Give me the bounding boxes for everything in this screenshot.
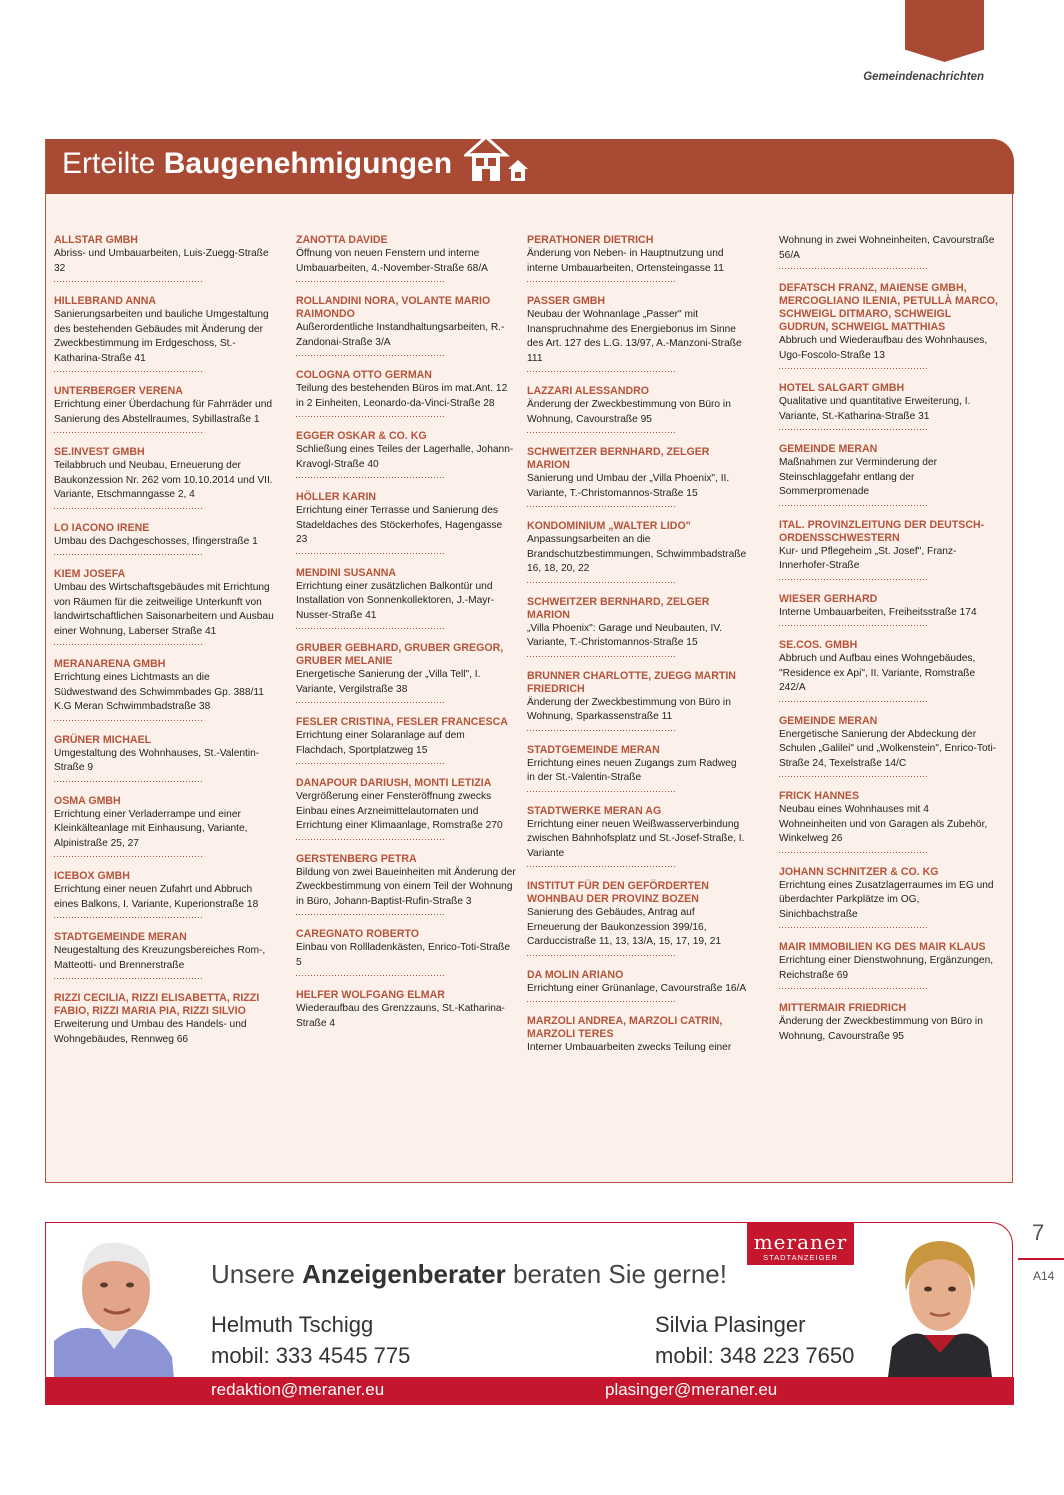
permit-entry bbox=[527, 1015, 747, 1056]
permit-description: Errichtung eines Lichtmasts an die Südwestwand des Schwimmbades Gp. 388/11 K.G Meran Schwimmbadstraße 38 bbox=[54, 672, 264, 712]
dotted-separator bbox=[527, 1001, 675, 1002]
contact-silvia bbox=[655, 1309, 854, 1371]
dotted-separator bbox=[54, 281, 202, 282]
permit-holder: FRICK HANNES bbox=[779, 790, 860, 802]
dotted-separator bbox=[296, 702, 444, 703]
permit-holder: HILLEBRAND ANNA bbox=[54, 295, 157, 307]
permit-description: Errichtung eines Zusatzlagerraumes im EG und überdachter Parkplätze im OG, Sinichbachstraße bbox=[779, 879, 994, 920]
permit-entry bbox=[296, 491, 516, 554]
permit-description: Änderung der Zweckbestimmung von Büro in Wohnung, Sparkassenstraße 11 bbox=[527, 696, 731, 722]
permit-holder: ALLSTAR GMBH bbox=[54, 234, 138, 246]
permit-entry bbox=[54, 658, 274, 721]
permit-holder: PASSER GMBH bbox=[527, 295, 606, 307]
contact-phone: mobil: 333 4545 775 bbox=[211, 1343, 411, 1368]
permit-description: Einbau von Rollladenkästen, Enrico-Toti-Straße 5 bbox=[296, 942, 511, 968]
permit-entry bbox=[54, 295, 274, 372]
permit-holder: EGGER OSKAR & CO. KG bbox=[296, 430, 427, 442]
dotted-separator bbox=[54, 917, 202, 918]
permit-entry bbox=[527, 880, 747, 956]
permit-holder: JOHANN SCHNITZER & CO. KG bbox=[779, 865, 939, 878]
permit-description: Schließung eines Teiles der Lagerhalle, Johann-Kravogl-Straße 40 bbox=[296, 444, 514, 470]
permit-entry bbox=[779, 443, 999, 506]
dotted-separator bbox=[779, 701, 927, 702]
permit-holder: KIEM JOSEFA bbox=[54, 568, 126, 580]
permit-description: Änderung der Zweckbestimmung von Büro in Wohnung, Cavourstraße 95 bbox=[779, 1016, 983, 1042]
permit-holder: STADTGEMEINDE MERAN bbox=[527, 743, 660, 756]
permit-description: Errichtung einer Dienstwohnung, Ergänzungen, Reichstraße 69 bbox=[779, 955, 994, 981]
dotted-separator bbox=[296, 975, 444, 976]
page-number: 7 bbox=[1032, 1220, 1045, 1245]
permit-description: Umbau des Wirtschaftsgebäudes mit Errichtung von Räumen für die zeitweilige Unterkunft von landwirtschaftlichen Saisonarbeitern und Ausbau einer Wohnung, Laberser Straße 41 bbox=[54, 582, 274, 637]
photo-silvia-plasinger bbox=[884, 1229, 996, 1377]
permit-holder: ITAL. PROVINZLEITUNG DER DEUTSCH-ORDENSSCHWESTERN bbox=[779, 518, 985, 544]
permit-entry bbox=[54, 568, 274, 645]
permit-entry bbox=[527, 446, 747, 507]
ad-title-bold: Anzeigenberater bbox=[302, 1259, 506, 1289]
dotted-separator bbox=[527, 371, 675, 372]
permit-description: Errichtung einer Solaranlage auf dem Flachdach, Sportplatzweg 15 bbox=[296, 730, 465, 756]
permit-entry bbox=[779, 866, 999, 929]
dotted-separator bbox=[54, 554, 202, 555]
permit-description: Außerordentliche Instandhaltungsarbeiten, R.-Zandonai-Straße 3/A bbox=[296, 322, 505, 348]
dotted-separator bbox=[779, 579, 927, 580]
permit-holder: HELFER WOLFGANG ELMAR bbox=[296, 989, 445, 1001]
permit-description: Sanierung und Umbau der „Villa Phoenix", II. Variante, T.-Christomannos-Straße 15 bbox=[527, 473, 730, 499]
permit-description: Erweiterung und Umbau des Handels- und Wohngebäudes, Rennweg 66 bbox=[54, 1019, 247, 1045]
permit-description: Teilabbruch und Neubau, Erneuerung der Baukonzession Nr. 262 vom 10.10.2014 und VII. Variante, Etschmanngasse 2, 4 bbox=[54, 460, 273, 500]
dotted-separator bbox=[779, 368, 927, 369]
permit-entry bbox=[527, 969, 747, 1003]
permit-holder: STADTWERKE MERAN AG bbox=[527, 804, 662, 817]
ad-email-bar bbox=[46, 1377, 1014, 1405]
permit-holder: SCHWEITZER BERNHARD, ZELGER MARION bbox=[527, 446, 710, 471]
permit-description: Neugestaltung des Kreuzungsbereiches Rom-, Matteotti- und Brennerstraße bbox=[54, 945, 266, 971]
permit-entry bbox=[527, 520, 747, 583]
permit-holder: GEMEINDE MERAN bbox=[779, 714, 878, 727]
permit-description: Errichtung einer Grünanlage, Cavourstraße 16/A bbox=[527, 982, 747, 994]
ad-title-pre: Unsere bbox=[211, 1259, 295, 1289]
dotted-separator bbox=[527, 281, 675, 282]
permit-entry bbox=[54, 734, 274, 782]
dotted-separator bbox=[296, 553, 444, 554]
dotted-separator bbox=[779, 776, 927, 777]
permit-entry bbox=[527, 234, 747, 282]
permit-description: Qualitative und quantitative Erweiterung, I. Variante, St.-Katharina-Straße 31 bbox=[779, 396, 971, 422]
permit-holder: GERSTENBERG PETRA bbox=[296, 852, 417, 865]
panel-title bbox=[62, 147, 452, 181]
permit-holder: ICEBOX GMBH bbox=[54, 870, 130, 882]
permit-entry bbox=[54, 446, 274, 509]
permit-description: Wiederaufbau des Grenzzauns, St.-Katharina-Straße 4 bbox=[296, 1003, 505, 1029]
permit-entry bbox=[779, 519, 999, 580]
permit-description: Kur- und Pflegeheim „St. Josef", Franz-Innerhofer-Straße bbox=[779, 545, 957, 571]
permit-description: Umgestaltung des Wohnhauses, St.-Valentin-Straße 9 bbox=[54, 747, 260, 773]
section-label: Gemeindenachrichten bbox=[863, 71, 984, 83]
dotted-separator bbox=[779, 268, 927, 269]
permit-entry bbox=[54, 234, 274, 282]
permit-entry bbox=[296, 777, 516, 840]
dotted-separator bbox=[296, 914, 444, 915]
dotted-separator bbox=[296, 416, 444, 417]
meraner-logo bbox=[747, 1223, 854, 1265]
permit-holder: SE.COS. GMBH bbox=[779, 639, 858, 651]
permit-holder: DEFATSCH FRANZ, MAIENSE GMBH, MERCOGLIANO ILENIA, PETULLÀ MARCO, SCHWEIGL DITMARO, SCHWEIGL GUDRUN, SCHWEIGL MATTHIAS bbox=[779, 282, 998, 333]
permit-holder: SE.INVEST GMBH bbox=[54, 446, 145, 458]
permit-description: Bildung von zwei Baueinheiten mit Änderung der Zweckbestimmung von einem Teil der Wohnung in Büro, Johann-Baptist-Rufin-Straße 3 bbox=[296, 866, 516, 907]
permit-description: Abbruch und Aufbau eines Wohngebäudes, "Residence ex Api", II. Variante, Romstraße 242/A bbox=[779, 653, 976, 693]
column-3 bbox=[527, 234, 747, 1069]
permit-holder: GRÜNER MICHAEL bbox=[54, 733, 152, 746]
permit-holder: LO IACONO IRENE bbox=[54, 521, 150, 534]
permit-holder: CAREGNATO ROBERTO bbox=[296, 928, 420, 940]
permit-entry bbox=[296, 642, 516, 703]
dotted-separator bbox=[527, 866, 675, 867]
column-4 bbox=[779, 234, 999, 1057]
permit-description: Errichtung einer Terrasse und Sanierung des Stadeldaches des Stöckerhofes, Hagengasse 23 bbox=[296, 505, 503, 545]
permit-description: Anpassungsarbeiten an die Brandschutzbestimmungen, Schwimmbadstraße 16, 18, 20, 22 bbox=[527, 534, 747, 574]
permit-description: Errichtung einer Verladerrampe und einer Kleinkälteanlage mit Einhausung, Variante, Alpinistraße 25, 27 bbox=[54, 808, 248, 849]
permit-holder: BRUNNER CHARLOTTE, ZUEGG MARTIN FRIEDRICH bbox=[527, 669, 736, 695]
permit-description: Abbruch und Wiederaufbau des Wohnhauses, Ugo-Foscolo-Straße 13 bbox=[779, 335, 988, 361]
permit-entry bbox=[779, 282, 999, 369]
title-light: Erteilte bbox=[62, 147, 156, 180]
permit-holder: SCHWEITZER BERNHARD, ZELGER MARION bbox=[527, 595, 710, 621]
permit-holder: MARZOLI ANDREA, MARZOLI CATRIN, MARZOLI TERES bbox=[527, 1015, 723, 1040]
permit-entry bbox=[527, 670, 747, 731]
photo-helmuth-tschigg bbox=[54, 1229, 174, 1379]
dotted-separator bbox=[54, 371, 202, 372]
dotted-separator bbox=[527, 791, 675, 792]
permit-holder: MAIR IMMOBILIEN KG DES MAIR KLAUS bbox=[779, 941, 986, 953]
permit-holder: ZANOTTA DAVIDE bbox=[296, 234, 388, 246]
permit-entry bbox=[54, 522, 274, 556]
permit-entry bbox=[527, 385, 747, 433]
dotted-separator bbox=[779, 429, 927, 430]
permit-entry bbox=[54, 931, 274, 979]
permit-holder: DANAPOUR DARIUSH, MONTI LETIZIA bbox=[296, 777, 492, 789]
page-code: A14 bbox=[1033, 1269, 1055, 1283]
dotted-separator bbox=[296, 477, 444, 478]
email-link-redaktion[interactable]: redaktion@meraner.eu bbox=[211, 1380, 385, 1399]
permit-description: Interner Umbauarbeiten zwecks Teilung einer bbox=[527, 1042, 732, 1053]
permit-description: Neubau eines Wohnhauses mit 4 Wohneinheiten und von Garagen als Zubehör, Winkelweg 26 bbox=[779, 804, 988, 844]
houses-icon bbox=[464, 133, 532, 185]
dotted-separator bbox=[54, 720, 202, 721]
permit-entry bbox=[296, 430, 516, 478]
permit-entry bbox=[296, 928, 516, 976]
dotted-separator bbox=[527, 432, 675, 433]
dotted-separator bbox=[779, 988, 927, 989]
permit-holder: RIZZI CECILIA, RIZZI ELISABETTA, RIZZI FABIO, RIZZI MARIA PIA, RIZZI SILVIO bbox=[54, 992, 260, 1017]
permit-entry bbox=[54, 870, 274, 918]
dotted-separator bbox=[54, 781, 202, 782]
permit-holder: FESLER CRISTINA, FESLER FRANCESCA bbox=[296, 716, 508, 728]
permit-description: Energetische Sanierung der „Villa Tell", I. Variante, Vergilstraße 38 bbox=[296, 669, 481, 695]
permit-holder: MENDINI SUSANNA bbox=[296, 566, 397, 579]
column-1 bbox=[54, 234, 274, 1060]
permit-description: Umbau des Dachgeschosses, Ifingerstraße 1 bbox=[54, 535, 258, 547]
permit-holder: WIESER GERHARD bbox=[779, 592, 878, 605]
permit-holder: ROLLANDINI NORA, VOLANTE MARIO RAIMONDO bbox=[296, 295, 491, 320]
dotted-separator bbox=[54, 978, 202, 979]
permit-description: Änderung der Zweckbestimmung von Büro in Wohnung, Cavourstraße 95 bbox=[527, 399, 731, 425]
permits-panel bbox=[45, 139, 1013, 1183]
dotted-separator bbox=[296, 281, 444, 282]
logo-main: meraner bbox=[753, 1230, 848, 1254]
permit-description: Interne Umbauarbeiten, Freiheitsstraße 174 bbox=[779, 606, 977, 618]
permit-entry bbox=[54, 385, 274, 433]
permit-entry bbox=[54, 992, 274, 1047]
permit-entry bbox=[296, 295, 516, 356]
dotted-separator bbox=[54, 644, 202, 645]
permit-holder: COLOGNA OTTO GERMAN bbox=[296, 369, 432, 381]
permit-entry bbox=[779, 382, 999, 430]
dotted-separator bbox=[54, 856, 202, 857]
permit-holder: HÖLLER KARIN bbox=[296, 491, 377, 503]
permit-entry bbox=[779, 639, 999, 702]
dotted-separator bbox=[527, 582, 675, 583]
permit-description: Abriss- und Umbauarbeiten, Luis-Zuegg-Straße 32 bbox=[54, 248, 269, 274]
permit-description: Energetische Sanierung der Abdeckung der Schulen „Galilei" und „Wolkenstein", Enrico-Toti-Straße 24, Texelstraße 14/C bbox=[779, 728, 997, 769]
permit-entry bbox=[296, 567, 516, 630]
permit-entry bbox=[54, 795, 274, 858]
permit-entry bbox=[296, 234, 516, 282]
permit-entry bbox=[527, 596, 747, 657]
permit-description: Neubau der Wohnanlage „Passer" mit Inanspruchnahme des Energiebonus im Sinne des Art. 127 des L.G. 13/97, A.-Manzoni-Straße 111 bbox=[527, 309, 742, 364]
dotted-separator bbox=[779, 852, 927, 853]
permit-description: Sanierungsarbeiten und bauliche Umgestaltung des bestehenden Gebäudes mit Änderung der Zweckbestimmung im Erdgeschoss, St.-Katharina-Straße 41 bbox=[54, 309, 269, 364]
permit-holder: GRUBER GEBHARD, GRUBER GREGOR, GRUBER MELANIE bbox=[296, 642, 504, 667]
permit-description: Teilung des bestehenden Büros im mat.Ant. 12 in 2 Einheiten, Leonardo-da-Vinci-Straße 28 bbox=[296, 383, 508, 409]
dotted-separator bbox=[296, 839, 444, 840]
permit-description: Öffnung von neuen Fenstern und interne Umbauarbeiten, 4.-November-Straße 68/A bbox=[296, 248, 488, 274]
page-divider bbox=[1018, 1258, 1064, 1260]
dotted-separator bbox=[779, 505, 927, 506]
permit-description: Sanierung des Gebäudes, Antrag auf Erneuerung der Baukonzession 399/16, Carduccistraße 11, 13, 13/A, 15, 17, 19, 21 bbox=[527, 907, 722, 947]
permit-holder: UNTERBERGER VERENA bbox=[54, 385, 183, 397]
permit-entry bbox=[779, 715, 999, 778]
dotted-separator bbox=[527, 506, 675, 507]
permit-entry bbox=[527, 295, 747, 372]
permit-holder: STADTGEMEINDE MERAN bbox=[54, 931, 187, 943]
title-bold: Baugenehmigungen bbox=[163, 147, 453, 180]
logo-sub: STADTANZEIGER bbox=[763, 1253, 838, 1262]
permit-entry bbox=[527, 805, 747, 868]
permit-holder: LAZZARI ALESSANDRO bbox=[527, 385, 650, 397]
permit-holder: MERANARENA GMBH bbox=[54, 658, 166, 670]
ad-title-post: beraten Sie gerne! bbox=[513, 1259, 727, 1289]
panel-header bbox=[46, 139, 1014, 194]
dotted-separator bbox=[296, 763, 444, 764]
permit-entry bbox=[779, 593, 999, 627]
permit-entry bbox=[779, 1002, 999, 1044]
dotted-separator bbox=[296, 355, 444, 356]
permit-description: Errichtung einer neuen Zufahrt und Abbruch eines Balkons, I. Variante, Kuperionstraße 18 bbox=[54, 884, 259, 910]
corner-tab bbox=[905, 0, 984, 62]
permit-holder: OSMA GMBH bbox=[54, 794, 121, 807]
column-2 bbox=[296, 234, 516, 1044]
email-link-plasinger[interactable]: plasinger@meraner.eu bbox=[605, 1380, 778, 1399]
permit-holder: DA MOLIN ARIANO bbox=[527, 968, 624, 981]
ad-title bbox=[211, 1259, 727, 1290]
permit-description: Errichtung einer neuen Weißwasserverbindung zwischen Bahnhofsplatz und St.-Josef-Straße, I. Variante bbox=[527, 818, 745, 859]
permit-description: Änderung von Neben- in Hauptnutzung und interne Umbauarbeiten, Ortensteingasse 11 bbox=[527, 248, 724, 274]
dotted-separator bbox=[779, 927, 927, 928]
permit-holder: MITTERMAIR FRIEDRICH bbox=[779, 1002, 907, 1014]
contact-phone: mobil: 348 223 7650 bbox=[655, 1343, 855, 1368]
permit-holder: INSTITUT FÜR DEN GEFÖRDERTEN WOHNBAU DER PROVINZ BOZEN bbox=[527, 880, 709, 905]
dotted-separator bbox=[54, 508, 202, 509]
permit-description: Errichtung einer zusätzlichen Balkontür und Installation von Sonnenkollektoren, J.-Mayr-Nusser-Straße 41 bbox=[296, 580, 495, 621]
permit-description: Wohnung in zwei Wohneinheiten, Cavourstraße 56/A bbox=[779, 235, 995, 261]
permit-holder: GEMEINDE MERAN bbox=[779, 443, 878, 455]
permit-description: Errichtung eines neuen Zugangs zum Radweg in der St.-Valentin-Straße bbox=[527, 757, 737, 783]
permit-entry bbox=[296, 369, 516, 417]
contact-name: Silvia Plasinger bbox=[655, 1312, 806, 1337]
permit-description: Maßnahmen zur Verminderung der Steinschlaggefahr entlang der Sommerpromenade bbox=[779, 457, 937, 497]
dotted-separator bbox=[527, 955, 675, 956]
permit-entry bbox=[779, 790, 999, 853]
contact-helmuth bbox=[211, 1309, 410, 1371]
contact-name: Helmuth Tschigg bbox=[211, 1312, 374, 1337]
permit-entry bbox=[779, 234, 999, 269]
dotted-separator bbox=[527, 730, 675, 731]
permit-entry bbox=[779, 941, 999, 989]
permit-entry bbox=[296, 853, 516, 916]
permit-holder: KONDOMINIUM „WALTER LIDO" bbox=[527, 520, 691, 532]
permit-entry bbox=[527, 744, 747, 792]
permit-description: „Villa Phoenix": Garage und Neubauten, IV. Variante, T.-Christomannos-Straße 15 bbox=[527, 622, 723, 648]
dotted-separator bbox=[54, 432, 202, 433]
permit-description: Errichtung einer Überdachung für Fahrräder und Sanierung des Abstellraumes, Sybillastraße 1 bbox=[54, 399, 273, 425]
permit-holder: HOTEL SALGART GMBH bbox=[779, 382, 905, 394]
permit-entry bbox=[296, 989, 516, 1031]
dotted-separator bbox=[296, 628, 444, 629]
permit-description: Vergrößerung einer Fensteröffnung zwecks Einbau eines Arzneimittelautomaten und Errichtung einer Klimaanlage, Romstraße 270 bbox=[296, 791, 503, 831]
dotted-separator bbox=[527, 656, 675, 657]
advertising-box bbox=[45, 1222, 1013, 1405]
permit-entry bbox=[296, 716, 516, 764]
permit-holder: PERATHONER DIETRICH bbox=[527, 234, 654, 246]
dotted-separator bbox=[779, 625, 927, 626]
